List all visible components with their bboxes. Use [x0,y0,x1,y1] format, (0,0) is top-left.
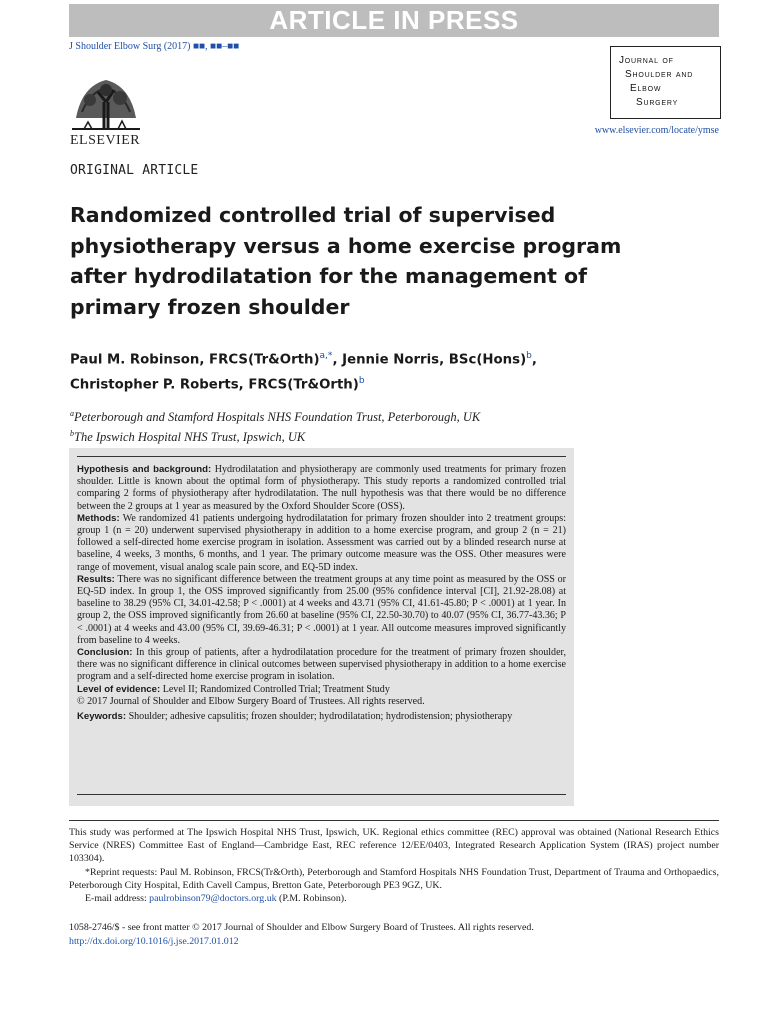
section-label: Results: [77,573,115,585]
section-text: In this group of patients, after a hydrodilatation procedure for the treatment of primary frozen shoulder, there was no significant difference in clinical outcomes between supervised physiotherapy in addition to a home exercise program and a self-directed home exercise program in isolation. [77,647,566,683]
ethics-note: This study was performed at The Ipswich Hospital NHS Trust, Ipswich, UK. Regional ethics committee (REC) approval was obtained (National Research Ethics Service (NRES) Committee East of England—Cambridge East, REC reference 12/EE/0403, Integrated Research Application System (IRAS) project number 103304). [69,827,719,865]
affiliation-text: Peterborough and Stamford Hospitals NHS Foundation Trust, Peterborough, UK [74,410,481,425]
affiliations [70,406,480,445]
abstract-hypothesis [77,464,566,513]
journal-url-link[interactable]: www.elsevier.com/locate/ymse [594,125,719,136]
abstract-body [77,464,566,723]
abstract-top-rule [77,456,566,457]
email-link[interactable]: paulrobinson79@doctors.org.uk [149,893,277,905]
abstract-copyright: © 2017 Journal of Shoulder and Elbow Surgery Board of Trustees. All rights reserved. [77,695,425,707]
abstract-conclusion [77,647,566,684]
author-affiliation-link[interactable]: b [358,375,365,386]
affiliation-text: The Ipswich Hospital NHS Trust, Ipswich, UK [74,429,306,444]
journal-line-4: Surgery [636,97,679,108]
author-name: Christopher P. Roberts, FRCS(Tr&Orth) [70,377,359,393]
section-label: Conclusion: [77,647,133,659]
section-text: Shoulder; adhesive capsulitis; frozen shoulder; hydrodilatation; hydrodistension; physiotherapy [128,711,513,723]
author-affiliation-link[interactable]: b [526,351,532,361]
author-name: Paul M. Robinson, FRCS(Tr&Orth) [70,352,320,368]
section-label: Hypothesis and background: [77,464,212,475]
journal-line-2: Shoulder and [625,69,694,80]
abstract-bottom-rule [77,794,566,795]
article-type: ORIGINAL ARTICLE [70,163,199,178]
section-text: We randomized 41 patients undergoing hydrodilatation for primary frozen shoulder into 2 treatment groups: group 1 (n = 20) underwent supervised physiotherapy in addition to a home exercise program, and group 2 (n = 21) followed a self-directed home exercise program in isolation. Assessment was carried out by a blinded research nurse at baseline, 4 weeks, 3 months, 6 months, and 1 year. The primary outcome measure was the OSS. Other measures were range of movement, visual analog scale pain score, and EQ-5D index. [77,512,566,573]
abstract-methods [77,513,566,574]
journal-citation-link[interactable]: J Shoulder Elbow Surg (2017) ■■, ■■–■■ [69,41,240,52]
section-label: Methods: [77,512,120,524]
section-text: There was no significant difference between the treatment groups at any time point as measured by the OSS or EQ-5D index. In group 1, the OSS improved significantly from 25.00 (95% confidence interval [CI], 21.92-28.08) at baseline to 38.29 (95% CI, 34.01-42.58; P < .0001) at 4 weeks and 43.71 (95% CI, 41.61-45.80; P < .0001) at 1 year. In group 2, the OSS improved significantly from 26.60 at baseline (95% CI, 22.50-30.70) to 40.07 (95% CI, 36.77-43.36; P < .0001) at 4 weeks and 43.00 (95% CI, 39.69-46.31; P < .0001) at 1 year. All outcome measures improved significantly from baseline to 4 weeks. [77,573,566,646]
journal-line-1: Journal of [619,55,674,66]
issn-block [69,921,534,948]
issn-line: 1058-2746/$ - see front matter © 2017 Journal of Shoulder and Elbow Surgery Board of Trustees. All rights reserved. [69,922,534,933]
journal-line-3: Elbow [630,83,662,94]
article-title: Randomized controlled trial of supervised physiotherapy versus a home exercise program after hydrodilatation for the management of primary frozen shoulder [70,203,622,319]
affiliation-item [70,406,480,426]
section-text: Level II; Randomized Controlled Trial; Treatment Study [162,683,390,695]
abstract-keywords [77,711,566,723]
abstract-evidence [77,684,566,696]
author-name: , Jennie Norris, BSc(Hons) [332,352,527,368]
affiliation-marker: a [70,409,74,418]
section-label: Keywords: [77,711,127,723]
affiliation-item [70,426,480,446]
author-separator: , [531,352,537,368]
abstract-results [77,574,566,647]
section-label: Level of evidence: [77,683,161,695]
email-label: E-mail address: [85,893,147,905]
email-note [69,892,719,905]
affiliation-marker: b [70,428,74,438]
email-suffix: (P.M. Robinson). [279,893,347,905]
journal-logo [610,46,721,119]
section-text: Hydrodilatation and physiotherapy are commonly used treatments for primary frozen shoulder. Little is known about the optimal form of physiotherapy. This study reports a randomized controlled trial comparing 2 forms of physiotherapy after hydrodilatation. The null hypothesis was that there would be no difference between the 2 groups at 1 year as measured by the Oxford Shoulder Score (OSS). [77,464,566,512]
article-in-press-banner: ARTICLE IN PRESS [69,4,719,37]
publisher-name: ELSEVIER [70,133,141,148]
author-list [70,346,670,396]
abstract-box [69,448,574,806]
reprint-note: *Reprint requests: Paul M. Robinson, FRCS(Tr&Orth), Peterborough and Stamford Hospitals NHS Foundation Trust, Department of Trauma and Orthopaedics, Peterborough City Hospital, Edith Cavell Campus, Bretton Gate, Peterborough PE3 9GZ, UK. [69,866,719,891]
doi-link[interactable]: http://dx.doi.org/10.1016/j.jse.2017.01.012 [69,935,239,947]
footnotes [69,820,719,905]
author-affiliation-link[interactable]: a,* [319,351,333,361]
